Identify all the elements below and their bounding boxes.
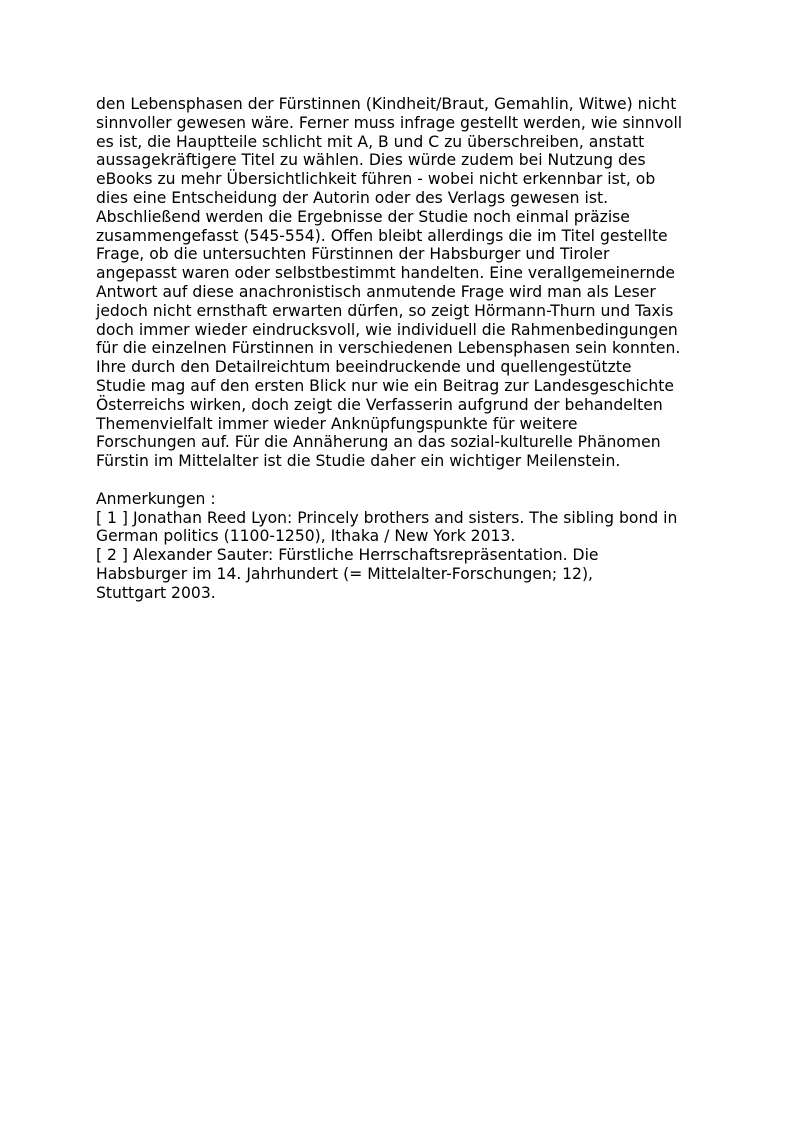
body-line: den Lebensphasen der Fürstinnen (Kindheit/Braut, Gemahlin, Witwe) nicht: [96, 95, 677, 113]
footnote-line: [ 1 ] Jonathan Reed Lyon: Princely brothers and sisters. The sibling bond in: [96, 508, 678, 527]
body-line: Forschungen auf. Für die Annäherung an das sozial-kulturelle Phänomen: [96, 433, 661, 452]
body-line: eBooks zu mehr Übersichtlichkeit führen - wobei nicht erkennbar ist, ob: [96, 170, 656, 189]
body-line: Ihre durch den Detailreichtum beeindruckende und quellengestützte: [96, 358, 632, 377]
footnotes-heading: Anmerkungen :: [96, 489, 216, 508]
paragraph-spacer: [96, 471, 716, 490]
body-line: angepasst waren oder selbstbestimmt handelten. Eine verallgemeinernde: [96, 264, 675, 283]
body-line: für die einzelnen Fürstinnen in verschiedenen Lebensphasen sein konnten.: [96, 339, 681, 358]
body-line: aussagekräftigere Titel zu wählen. Dies würde zudem bei Nutzung des: [96, 151, 646, 170]
footnote-line: [ 2 ] Alexander Sauter: Fürstliche Herrschaftsrepräsentation. Die: [96, 546, 599, 565]
body-line: Frage, ob die untersuchten Fürstinnen der Habsburger und Tiroler: [96, 245, 610, 264]
footnote-line: German politics (1100-1250), Ithaka / New York 2013.: [96, 527, 516, 546]
body-line: Antwort auf diese anachronistisch anmutende Frage wird man als Leser: [96, 282, 656, 301]
body-paragraph: [96, 95, 716, 471]
body-line: Themenvielfalt immer wieder Anknüpfungspunkte für weitere: [96, 414, 578, 433]
body-line: dies eine Entscheidung der Autorin oder des Verlags gewesen ist.: [96, 188, 609, 207]
body-line: Abschließend werden die Ergebnisse der Studie noch einmal präzise: [96, 207, 630, 226]
body-line: jedoch nicht ernsthaft erwarten dürfen, so zeigt Hörmann-Thurn und Taxis: [96, 301, 674, 320]
footnotes-section: [96, 490, 716, 603]
body-line: Österreichs wirken, doch zeigt die Verfasserin aufgrund der behandelten: [96, 395, 663, 414]
body-line: es ist, die Hauptteile schlicht mit A, B und C zu überschreiben, anstatt: [96, 132, 645, 151]
body-line: Fürstin im Mittelalter ist die Studie daher ein wichtiger Meilenstein.: [96, 452, 621, 471]
body-line: sinnvoller gewesen wäre. Ferner muss infrage gestellt werden, wie sinnvoll: [96, 113, 683, 132]
footnote-line: Habsburger im 14. Jahrhundert (= Mittelalter-Forschungen; 12),: [96, 564, 593, 583]
document-page: [96, 95, 716, 603]
footnote-line: Stuttgart 2003.: [96, 583, 216, 602]
body-line: doch immer wieder eindrucksvoll, wie individuell die Rahmenbedingungen: [96, 320, 678, 339]
body-line: zusammengefasst (545-554). Offen bleibt allerdings die im Titel gestellte: [96, 226, 668, 245]
body-line: Studie mag auf den ersten Blick nur wie ein Beitrag zur Landesgeschichte: [96, 376, 674, 395]
